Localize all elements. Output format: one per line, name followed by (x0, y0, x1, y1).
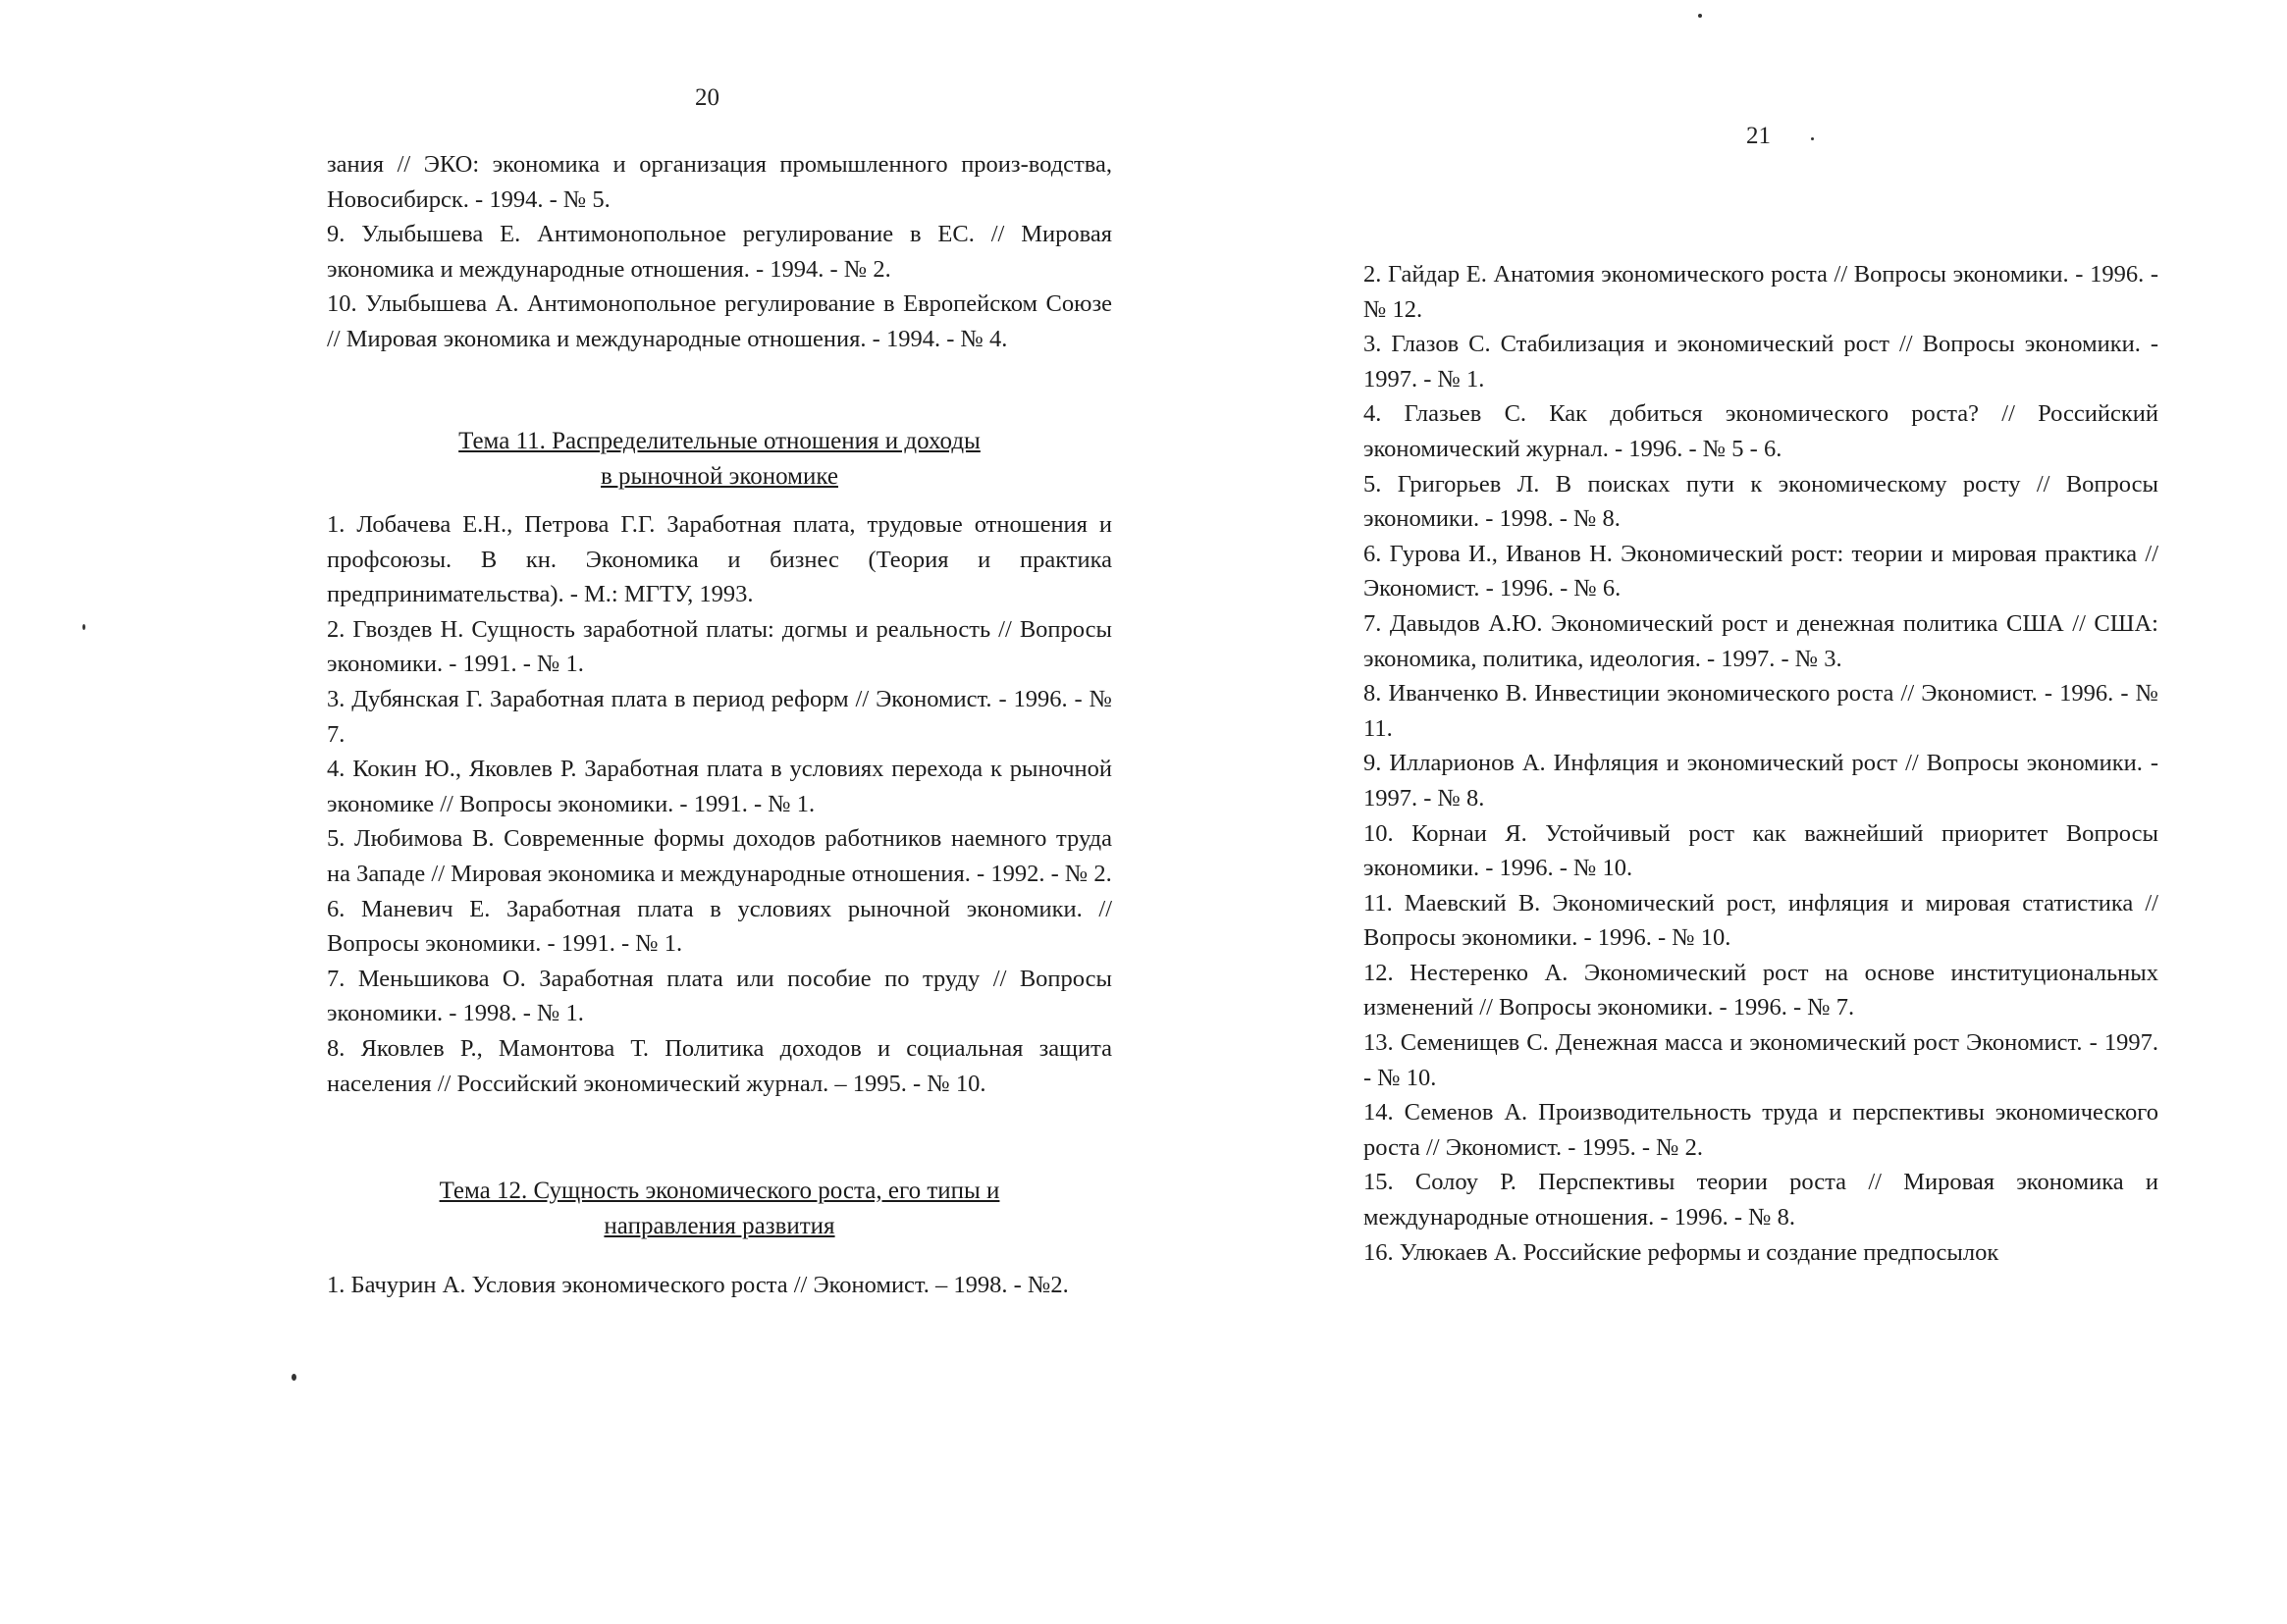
scan-speck (292, 1374, 296, 1381)
list-item: 7. Давыдов А.Ю. Экономический рост и денежная политика США // США: экономика, политика, идеология. - 1997. - № 3. (1363, 609, 2158, 672)
scan-speck (1811, 137, 1814, 140)
heading-line: Тема 11. Распределительные отношения и доходы (458, 428, 981, 454)
list-item: 2. Гайдар Е. Анатомия экономического роста // Вопросы экономики. - 1996. - № 12. (1363, 261, 2158, 323)
list-item: 12. Нестеренко А. Экономический рост на основе институциональных изменений // Вопросы экономики. - 1996. - № 7. (1363, 959, 2158, 1022)
list-item: 1. Бачурин А. Условия экономического роста // Экономист. – 1998. - №2. (327, 1272, 1069, 1298)
list-item: 2. Гвоздев Н. Сущность заработной платы: догмы и реальность // Вопросы экономики. - 1991. - № 1. (327, 615, 1112, 678)
heading-line: Тема 12. Сущность экономического роста, его типы и (439, 1178, 1000, 1204)
list-item: 4. Кокин Ю., Яковлев Р. Заработная плата в условиях перехода к рыночной экономике // Вопросы экономики. - 1991. - № 1. (327, 756, 1112, 817)
topic-12-bibliography (327, 1268, 1112, 1303)
list-item: 7. Меньшикова О. Заработная плата или пособие по труду // Вопросы экономики. - 1998. - № 1. (327, 965, 1112, 1027)
right-page (1144, 0, 2287, 1624)
page-number: 21 (1746, 123, 1771, 149)
page-number: 20 (695, 84, 719, 111)
list-item: 8. Яковлев Р., Мамонтова Т. Политика доходов и социальная защита населения // Российский экономический журнал. – 1995. - № 10. (327, 1034, 1112, 1097)
scan-speck (82, 624, 85, 630)
list-item: 13. Семенищев С. Денежная масса и экономический рост Экономист. - 1997. - № 10. (1363, 1029, 2158, 1091)
list-item: 4. Глазьев С. Как добиться экономического роста? // Российский экономический журнал. - 1996. - № 5 - 6. (1363, 400, 2158, 462)
list-item: 14. Семенов А. Производительность труда и перспективы экономического роста // Экономист. - 1995. - № 2. (1363, 1099, 2158, 1161)
bibliography-list-continued (327, 147, 1112, 357)
list-item: 1. Лобачева Е.Н., Петрова Г.Г. Заработная плата, трудовые отношения и профсоюзы. В кн. Экономика и бизнес (Теория и практика предпринимательства). - М.: МГТУ, 1993. (327, 511, 1112, 608)
topic-12-bibliography-continued (1363, 257, 2158, 1270)
list-item: 9. Улыбышева Е. Антимонопольное регулирование в ЕС. // Мировая экономика и международные отношения. - 1994. - № 2. (327, 221, 1112, 283)
list-item: 9. Илларионов А. Инфляция и экономический рост // Вопросы экономики. - 1997. - № 8. (1363, 750, 2158, 812)
list-item: 5. Григорьев Л. В поисках пути к экономическому росту // Вопросы экономики. - 1998. - № 8. (1363, 470, 2158, 533)
list-item: 3. Глазов С. Стабилизация и экономический рост // Вопросы экономики. - 1997. - № 1. (1363, 331, 2158, 393)
list-item: 6. Маневич Е. Заработная плата в условиях рыночной экономики. // Вопросы экономики. - 1991. - № 1. (327, 895, 1112, 958)
section-heading-topic-11 (327, 424, 1112, 495)
scan-speck (1698, 14, 1702, 18)
topic-11-bibliography (327, 507, 1112, 1101)
list-item: зания // ЭКО: экономика и организация промышленного произ-водства, Новосибирск. - 1994. - № 5. (327, 151, 1112, 213)
list-item: 3. Дубянская Г. Заработная плата в период реформ // Экономист. - 1996. - № 7. (327, 685, 1112, 748)
list-item: 10. Улыбышева А. Антимонопольное регулирование в Европейском Союзе // Мировая экономика и международные отношения. - 1994. - № 4. (327, 290, 1112, 352)
heading-line: направления развития (604, 1213, 835, 1239)
list-item: 8. Иванченко В. Инвестиции экономического роста // Экономист. - 1996. - № 11. (1363, 680, 2158, 742)
list-item: 6. Гурова И., Иванов Н. Экономический рост: теории и мировая практика // Экономист. - 1996. - № 6. (1363, 540, 2158, 602)
list-item: 10. Корнаи Я. Устойчивый рост как важнейший приоритет Вопросы экономики. - 1996. - № 10. (1363, 819, 2158, 882)
list-item: 11. Маевский В. Экономический рост, инфляция и мировая статистика // Вопросы экономики. - 1996. - № 10. (1363, 889, 2158, 952)
heading-line: в рыночной экономике (601, 463, 838, 490)
list-item: 15. Солоу Р. Перспективы теории роста // Мировая экономика и международные отношения. - 1996. - № 8. (1363, 1169, 2158, 1231)
list-item: 5. Любимова В. Современные формы доходов работников наемного труда на Западе // Мировая экономика и международные отношения. - 1992. - № 2. (327, 825, 1112, 887)
list-item: 16. Улюкаев А. Российские реформы и создание предпосылок (1363, 1238, 1999, 1266)
section-heading-topic-12 (327, 1174, 1112, 1244)
